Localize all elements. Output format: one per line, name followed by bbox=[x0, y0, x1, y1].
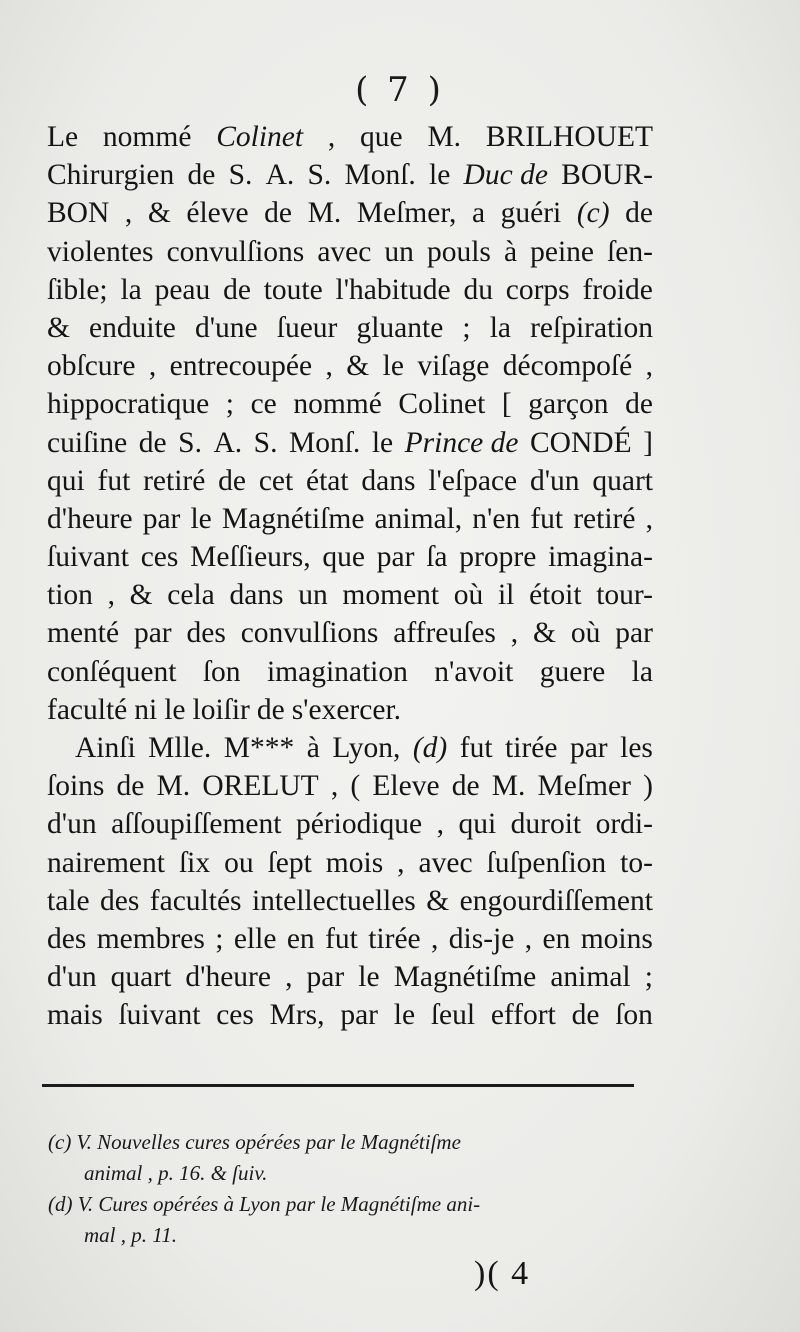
word: Colinet bbox=[216, 121, 304, 153]
word: moment bbox=[342, 579, 440, 612]
word: animal bbox=[550, 961, 631, 994]
word: à bbox=[306, 732, 320, 764]
word: conſéquent bbox=[47, 655, 177, 688]
word: guere bbox=[539, 655, 606, 688]
word: Magnétiſme bbox=[393, 961, 537, 994]
word: le bbox=[382, 350, 404, 383]
word: en bbox=[542, 922, 571, 955]
word: n'avoit bbox=[434, 655, 514, 688]
word: S. bbox=[228, 159, 253, 192]
word: ; bbox=[215, 922, 224, 955]
word: avec bbox=[418, 846, 473, 879]
word: effort bbox=[490, 999, 556, 1032]
word: d'une bbox=[194, 311, 258, 344]
word: peau bbox=[154, 273, 211, 306]
word: CONDÉ bbox=[530, 426, 632, 459]
text-line bbox=[47, 118, 653, 156]
word: Meſmer, bbox=[356, 197, 457, 230]
word: ſueur bbox=[276, 311, 338, 344]
word: ſon bbox=[202, 655, 241, 688]
word: duroit bbox=[510, 808, 582, 841]
word: imagina- bbox=[548, 541, 653, 574]
word: où bbox=[570, 617, 601, 650]
word: l'eſpace bbox=[428, 464, 518, 497]
word: & bbox=[147, 197, 171, 230]
word: convulſions bbox=[240, 617, 379, 650]
text-line bbox=[47, 805, 653, 843]
word: , bbox=[327, 121, 336, 153]
word: to- bbox=[620, 846, 653, 879]
word: par bbox=[133, 617, 172, 650]
word: Meſmer bbox=[537, 770, 631, 803]
word: ; bbox=[462, 311, 471, 344]
word: les bbox=[620, 732, 653, 764]
word: ſuivant bbox=[47, 541, 129, 574]
word: ; bbox=[644, 961, 653, 994]
word: Monſ. bbox=[288, 426, 361, 459]
word: (c) bbox=[576, 197, 610, 230]
text-line bbox=[47, 767, 653, 805]
word: Mlle. bbox=[148, 732, 212, 764]
text-line bbox=[47, 729, 653, 767]
text-line bbox=[47, 385, 653, 423]
word: , bbox=[524, 922, 533, 955]
word: & bbox=[426, 884, 450, 917]
word: des bbox=[100, 884, 140, 917]
word: a bbox=[471, 197, 486, 230]
word: ( bbox=[350, 770, 361, 803]
word: M. bbox=[491, 770, 526, 803]
word: A. bbox=[265, 159, 295, 192]
word: cela bbox=[167, 579, 215, 612]
word: en bbox=[286, 922, 315, 955]
word: ou bbox=[224, 846, 254, 879]
text-line bbox=[47, 347, 653, 385]
word: que bbox=[322, 541, 365, 574]
word: obſcure bbox=[47, 350, 136, 383]
text-line bbox=[47, 576, 653, 614]
word: dis-je bbox=[448, 922, 515, 955]
word: Magnétiſme bbox=[221, 502, 365, 535]
word: engourdiſſement bbox=[459, 884, 653, 917]
word: s'exercer. bbox=[291, 693, 402, 726]
word: convulſions bbox=[166, 235, 305, 268]
word: S. bbox=[253, 426, 278, 459]
word: Mrs, bbox=[269, 999, 325, 1032]
word: , bbox=[431, 922, 439, 955]
word: Le bbox=[47, 121, 79, 153]
word: ; bbox=[225, 388, 234, 421]
word: tirée bbox=[368, 922, 421, 955]
word: Monſ. bbox=[344, 159, 416, 192]
text-line bbox=[47, 194, 653, 232]
word: par bbox=[142, 502, 181, 535]
word: propre bbox=[459, 541, 537, 574]
word: intellectuelles bbox=[251, 884, 416, 917]
word: nommé bbox=[102, 121, 192, 153]
word: la bbox=[120, 273, 142, 306]
word: , bbox=[148, 350, 157, 383]
word: fut bbox=[97, 464, 131, 497]
text-line bbox=[47, 271, 653, 309]
word: par bbox=[376, 541, 415, 574]
word: tirée bbox=[505, 732, 558, 764]
word: le bbox=[190, 502, 212, 535]
word: affreuſes bbox=[393, 617, 496, 650]
word: & bbox=[47, 311, 70, 344]
word: S. bbox=[178, 426, 202, 459]
word: , bbox=[645, 502, 653, 535]
text-line bbox=[47, 309, 653, 347]
word: elle bbox=[233, 922, 277, 955]
text-line bbox=[47, 691, 653, 729]
body-text bbox=[47, 118, 653, 1035]
word: par bbox=[306, 961, 345, 994]
text-line bbox=[47, 614, 653, 652]
word: il bbox=[497, 579, 515, 612]
word: M. bbox=[156, 770, 191, 803]
word: froide bbox=[582, 273, 653, 306]
text-line bbox=[47, 882, 653, 920]
word: dans bbox=[361, 464, 416, 497]
word: Meſſieurs, bbox=[190, 541, 311, 574]
word: fut bbox=[459, 732, 493, 764]
word: d'heure bbox=[185, 961, 271, 994]
text-line bbox=[47, 156, 653, 194]
word: quart bbox=[592, 464, 653, 497]
word: ces bbox=[216, 999, 254, 1032]
word: loiſir bbox=[192, 693, 250, 726]
word: ſuſpenſion bbox=[486, 846, 607, 879]
word: de bbox=[571, 999, 600, 1032]
word: éleve bbox=[186, 197, 249, 230]
word: ordi- bbox=[595, 808, 653, 841]
word: qui bbox=[458, 808, 497, 841]
word: ] bbox=[643, 426, 653, 459]
word: ORELUT bbox=[202, 770, 319, 803]
word: de bbox=[625, 197, 653, 230]
word: viſage bbox=[417, 350, 490, 383]
word: de bbox=[625, 388, 653, 421]
word: à bbox=[503, 235, 518, 268]
word: de bbox=[256, 693, 285, 726]
word: retiré bbox=[573, 502, 636, 535]
word: ni bbox=[134, 693, 158, 726]
word: un bbox=[384, 235, 414, 268]
word: pouls bbox=[426, 235, 491, 268]
word: la bbox=[489, 311, 511, 344]
word: dans bbox=[229, 579, 284, 612]
word: mais bbox=[47, 999, 103, 1032]
word: animal, bbox=[374, 502, 463, 535]
word: facultés bbox=[149, 884, 242, 917]
text-line bbox=[47, 844, 653, 882]
word: un bbox=[298, 579, 328, 612]
word: , bbox=[107, 579, 115, 612]
word: reſpiration bbox=[530, 311, 653, 344]
footnote-d: (d) V. Cures opérées à Lyon par le Magnétiſme ani- bbox=[48, 1192, 481, 1216]
word: M*** bbox=[223, 732, 295, 764]
word: cet bbox=[258, 464, 294, 497]
word: retiré bbox=[143, 464, 206, 497]
word: BOUR- bbox=[561, 159, 653, 192]
text-line bbox=[47, 958, 653, 996]
word: fut bbox=[325, 922, 358, 955]
word: Chirurgien bbox=[47, 159, 175, 192]
word: & bbox=[129, 579, 153, 612]
word: par bbox=[340, 999, 378, 1032]
word: de bbox=[116, 770, 145, 803]
word: Duc de bbox=[463, 159, 548, 192]
word: mois bbox=[325, 846, 384, 879]
word: membres bbox=[96, 922, 205, 955]
word: A. bbox=[213, 426, 243, 459]
word: , bbox=[645, 350, 653, 383]
word: Colinet bbox=[398, 388, 486, 421]
word: de bbox=[138, 426, 167, 459]
word: ſon bbox=[615, 999, 653, 1032]
word: nairement bbox=[47, 846, 165, 879]
word: étoit bbox=[529, 579, 582, 612]
word: état bbox=[306, 464, 349, 497]
word: avec bbox=[317, 235, 372, 268]
word: ſuivant bbox=[118, 999, 201, 1032]
word: de bbox=[451, 770, 480, 803]
word: , bbox=[325, 350, 333, 383]
word: , bbox=[436, 808, 444, 841]
word: hippocratique bbox=[47, 388, 210, 421]
signature-mark: )( 4 bbox=[474, 1255, 531, 1292]
word: par bbox=[569, 732, 608, 764]
word: tale bbox=[47, 884, 90, 917]
text-line bbox=[47, 538, 653, 576]
word: du bbox=[463, 273, 493, 306]
word: peine bbox=[530, 235, 595, 268]
word: , bbox=[330, 770, 339, 803]
word: des bbox=[186, 617, 226, 650]
text-line bbox=[47, 462, 653, 500]
word: tour- bbox=[596, 579, 653, 612]
word: que bbox=[360, 121, 403, 153]
word: ) bbox=[643, 770, 653, 803]
word: violentes bbox=[47, 235, 154, 268]
word: décompoſé bbox=[502, 350, 633, 383]
text-line bbox=[47, 653, 653, 691]
word: le bbox=[358, 961, 380, 994]
word: par bbox=[615, 617, 653, 650]
word: (d) bbox=[412, 732, 448, 764]
text-line bbox=[47, 500, 653, 538]
word: ſoins bbox=[47, 770, 105, 803]
word: aſſoupiſſement bbox=[111, 808, 282, 841]
word: ſible; bbox=[47, 273, 108, 306]
word: , bbox=[397, 846, 405, 879]
word: corps bbox=[505, 273, 570, 306]
word: tion bbox=[47, 579, 93, 612]
word: BRILHOUET bbox=[485, 121, 653, 153]
word: S. bbox=[307, 159, 332, 192]
word: enduite bbox=[89, 311, 176, 344]
word: ſept bbox=[267, 846, 312, 879]
word: nommé bbox=[293, 388, 382, 421]
word: de bbox=[264, 197, 293, 230]
text-line bbox=[47, 424, 653, 462]
word: guéri bbox=[500, 197, 562, 230]
word: ſeul bbox=[430, 999, 476, 1032]
word: d'heure bbox=[47, 502, 133, 535]
word: l'habitude bbox=[335, 273, 451, 306]
word: Lyon, bbox=[332, 732, 401, 764]
page-number: ( 7 ) bbox=[355, 70, 445, 110]
footnote-c-continuation: animal , p. 16. & ſuiv. bbox=[84, 1161, 268, 1185]
word: ce bbox=[250, 388, 277, 421]
word: toute bbox=[263, 273, 323, 306]
word: menté bbox=[47, 617, 120, 650]
word: où bbox=[453, 579, 484, 612]
footnote-rule bbox=[42, 1084, 634, 1087]
word: [ bbox=[501, 388, 512, 421]
word: Eleve bbox=[372, 770, 440, 803]
word: de bbox=[223, 273, 251, 306]
word: ſen- bbox=[607, 235, 653, 268]
word: ſix bbox=[178, 846, 211, 879]
word: garçon bbox=[528, 388, 609, 421]
word: le bbox=[164, 693, 186, 726]
word: BON bbox=[47, 197, 110, 230]
word: la bbox=[631, 655, 653, 688]
word: & bbox=[346, 350, 370, 383]
word: Ainſi bbox=[75, 732, 136, 764]
word: de bbox=[187, 159, 216, 192]
text-line bbox=[47, 233, 653, 271]
word: moins bbox=[580, 922, 653, 955]
word: imagination bbox=[266, 655, 408, 688]
word: le bbox=[393, 999, 416, 1032]
word: de bbox=[218, 464, 246, 497]
word: le bbox=[371, 426, 394, 459]
text-line bbox=[47, 996, 653, 1034]
word: , bbox=[285, 961, 293, 994]
word: d'un bbox=[47, 961, 97, 994]
text-line bbox=[47, 920, 653, 958]
footnote-c: (c) V. Nouvelles cures opérées par le Magnétiſme bbox=[48, 1130, 461, 1154]
word: qui bbox=[47, 464, 85, 497]
footnote-d-continuation: mal , p. 11. bbox=[84, 1223, 177, 1247]
word: cuiſine bbox=[47, 426, 128, 459]
word: M. bbox=[427, 121, 462, 153]
word: entrecoupée bbox=[169, 350, 313, 383]
word: ſa bbox=[426, 541, 448, 574]
word: faculté bbox=[47, 693, 128, 726]
word: , bbox=[124, 197, 133, 230]
word: fut bbox=[530, 502, 564, 535]
word: des bbox=[47, 922, 87, 955]
word: M. bbox=[307, 197, 342, 230]
word: ces bbox=[140, 541, 179, 574]
word: Prince de bbox=[404, 426, 519, 459]
word: le bbox=[429, 159, 451, 192]
word: périodique bbox=[295, 808, 423, 841]
word: quart bbox=[110, 961, 172, 994]
word: n'en bbox=[472, 502, 521, 535]
word: & bbox=[533, 617, 556, 650]
footnotes bbox=[48, 1127, 648, 1251]
word: d'un bbox=[529, 464, 580, 497]
word: gluante bbox=[356, 311, 444, 344]
word: , bbox=[510, 617, 519, 650]
word: d'un bbox=[47, 808, 97, 841]
